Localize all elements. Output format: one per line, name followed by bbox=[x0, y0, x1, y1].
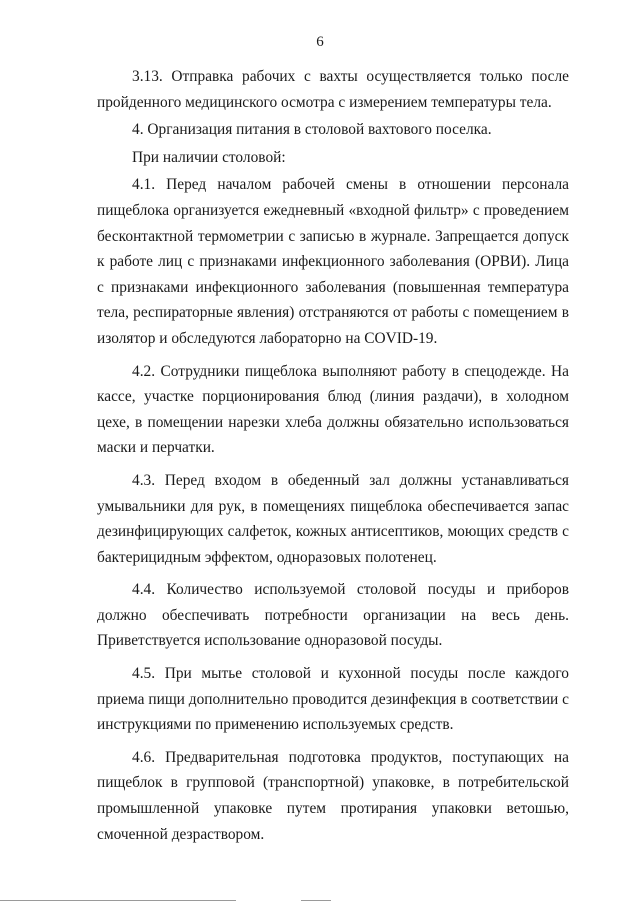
paragraph-4-5: 4.5. При мытье столовой и кухонной посуды после каждого приема пищи дополнительно проводится дезинфекция в соответствии с инструкциями по применению используемых средств. bbox=[97, 665, 569, 734]
paragraph-3-13: 3.13. Отправка рабочих с вахты осуществляется только после пройденного медицинского осмотра с измерением температуры тела. bbox=[97, 68, 569, 111]
paragraph-canteen-condition: При наличии столовой: bbox=[132, 148, 286, 166]
paragraph-4-6: 4.6. Предварительная подготовка продуктов, поступающих на пищеблок в групповой (транспортной) упаковке, в потребительской промышленной упаковке путем протирания упаковки ветошью, смоченной дезраствором. bbox=[97, 748, 569, 843]
scan-edge-line bbox=[0, 900, 236, 901]
paragraph-4-2: 4.2. Сотрудники пищеблока выполняют работу в спецодежде. На кассе, участке порционирования блюд (линия раздачи), в холодном цехе, в помещении нарезки хлеба должны обязательно использоваться маски и перчатки. bbox=[97, 362, 569, 457]
page-number: 6 bbox=[316, 34, 324, 50]
paragraph-4-1: 4.1. Перед началом рабочей смены в отношении персонала пищеблока организуется ежедневный «входной фильтр» с проведением бесконтактной термометрии с записью в журнале. Запрещается допуск к работе лиц с признаками инфекционного заболевания (ОРВИ). Лица с признаками инфекционного заболевания (повышенная температура тела, респираторные явления) отстраняются от работы с помещением в изолятор и обследуются лабораторно на COVID-19. bbox=[97, 176, 569, 347]
document-body bbox=[97, 64, 569, 847]
paragraph-4-3: 4.3. Перед входом в обеденный зал должны устанавливаться умывальники для рук, в помещениях пищеблока обеспечивается запас дезинфицирующих салфеток, кожных антисептиков, моющих средств с бактерицидным эффектом, одноразовых полотенец. bbox=[97, 471, 569, 566]
section-heading-4: 4. Организация питания в столовой вахтового поселка. bbox=[132, 121, 492, 139]
scan-edge-line bbox=[301, 900, 331, 901]
paragraph-4-4: 4.4. Количество используемой столовой посуды и приборов должно обеспечивать потребности организации на весь день. Приветствуется использование одноразовой посуды. bbox=[97, 581, 569, 650]
